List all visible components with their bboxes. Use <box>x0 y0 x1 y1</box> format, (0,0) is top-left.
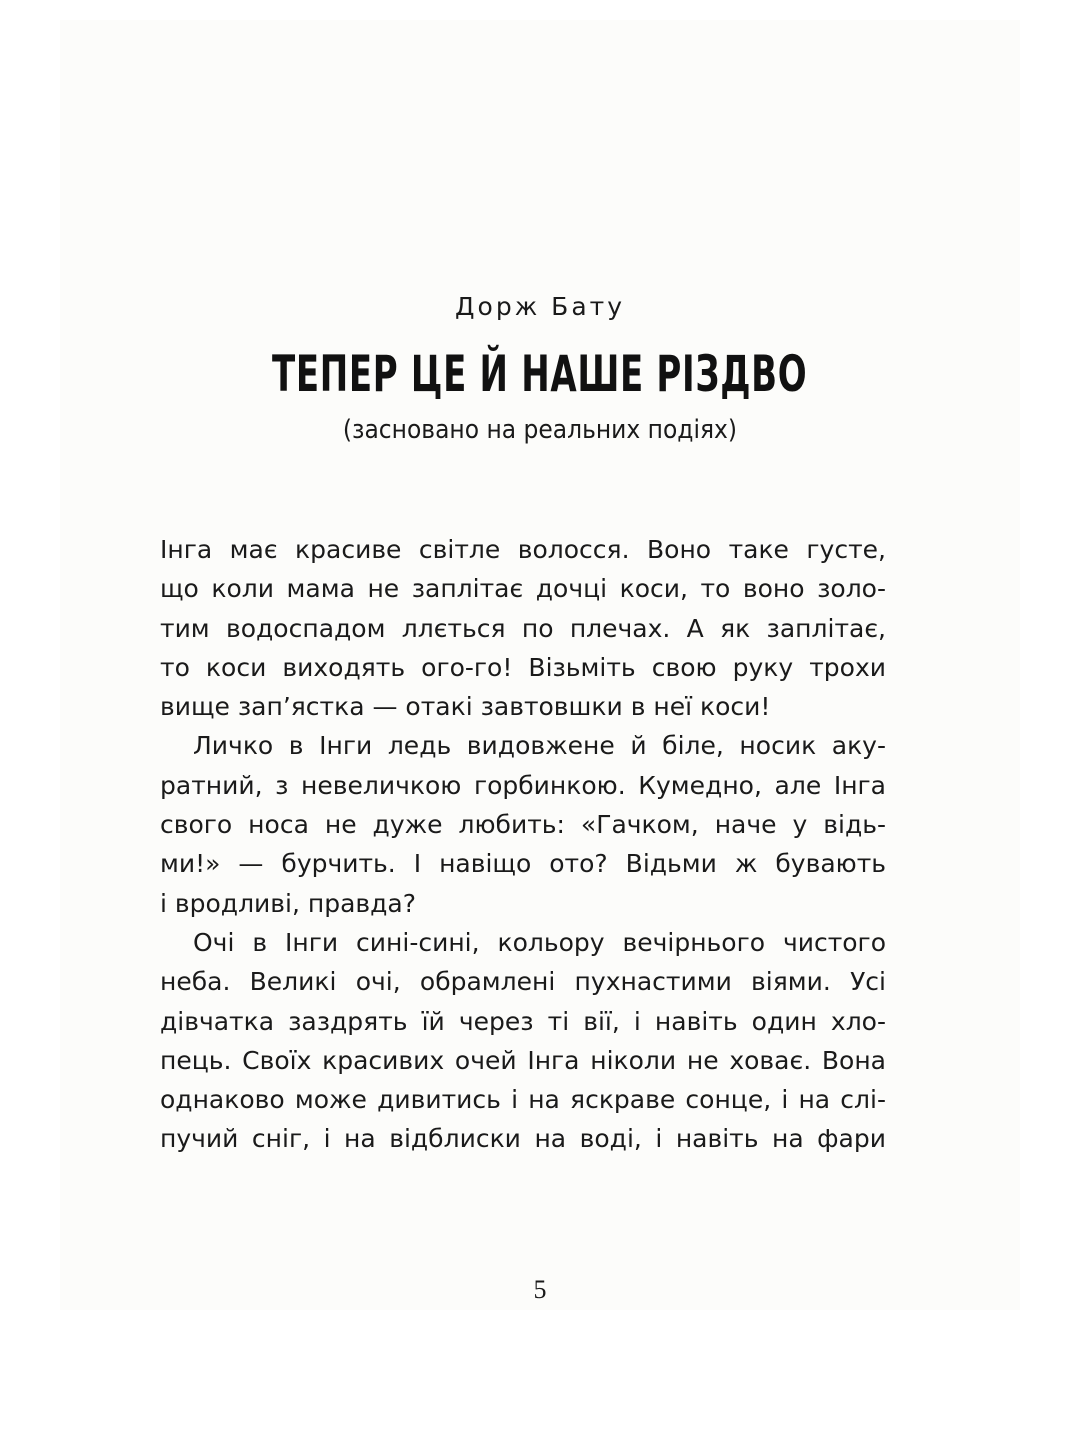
text-line: свого носа не дуже любить: «Гачком, наче у відь- <box>160 810 886 840</box>
text-line: і вродливі, правда? <box>160 888 417 918</box>
story-subtitle <box>0 412 1080 448</box>
paragraph-1 <box>160 530 886 726</box>
text-line: то коси виходять ого-го! Візьміть свою руку трохи <box>160 652 886 682</box>
text-line: Очі в Інги сині-сині, кольору вечірнього чистого <box>193 927 886 957</box>
text-line: ми!» — бурчить. І навіщо ото? Відьми ж бувають <box>160 849 886 879</box>
text-line: однаково може дивитись і на яскраве сонце, і на слі- <box>160 1085 886 1115</box>
page-number: 5 <box>533 1275 547 1304</box>
text-line: неба. Великі очі, обрамлені пухнастими віями. Усі <box>160 967 886 997</box>
story-body <box>160 530 886 1159</box>
text-line: тим водоспадом ллється по плечах. А як заплітає, <box>160 613 886 643</box>
story-subtitle-text: (засновано на реальних подіях) <box>342 415 738 445</box>
text-line: Інга має красиве світле волосся. Воно таке густе, <box>160 535 886 564</box>
text-line: пець. Своїх красивих очей Інга ніколи не ховає. Вона <box>160 1045 886 1075</box>
text-line: пучий сніг, і на відблиски на воді, і навіть на фари <box>160 1124 886 1154</box>
paragraph-3 <box>160 923 886 1159</box>
text-line: вище зап’ястка — отакі завтовшки в неї коси! <box>160 692 771 722</box>
author-name: Дорж Бату <box>455 292 625 321</box>
story-title-text: ТЕПЕР ЦЕ Й НАШЕ РІЗДВО <box>272 345 808 403</box>
paragraph-2 <box>160 726 886 922</box>
text-line: Личко в Інги ледь видовжене й біле, носик аку- <box>193 731 886 761</box>
text-line: дівчатка заздрять їй через ті вії, і навіть один хло- <box>160 1006 886 1036</box>
text-line: що коли мама не заплітає дочці коси, то воно золо- <box>160 574 886 604</box>
text-line: ратний, з невеличкою горбинкою. Кумедно, але Інга <box>160 770 886 800</box>
story-title <box>0 344 1080 404</box>
